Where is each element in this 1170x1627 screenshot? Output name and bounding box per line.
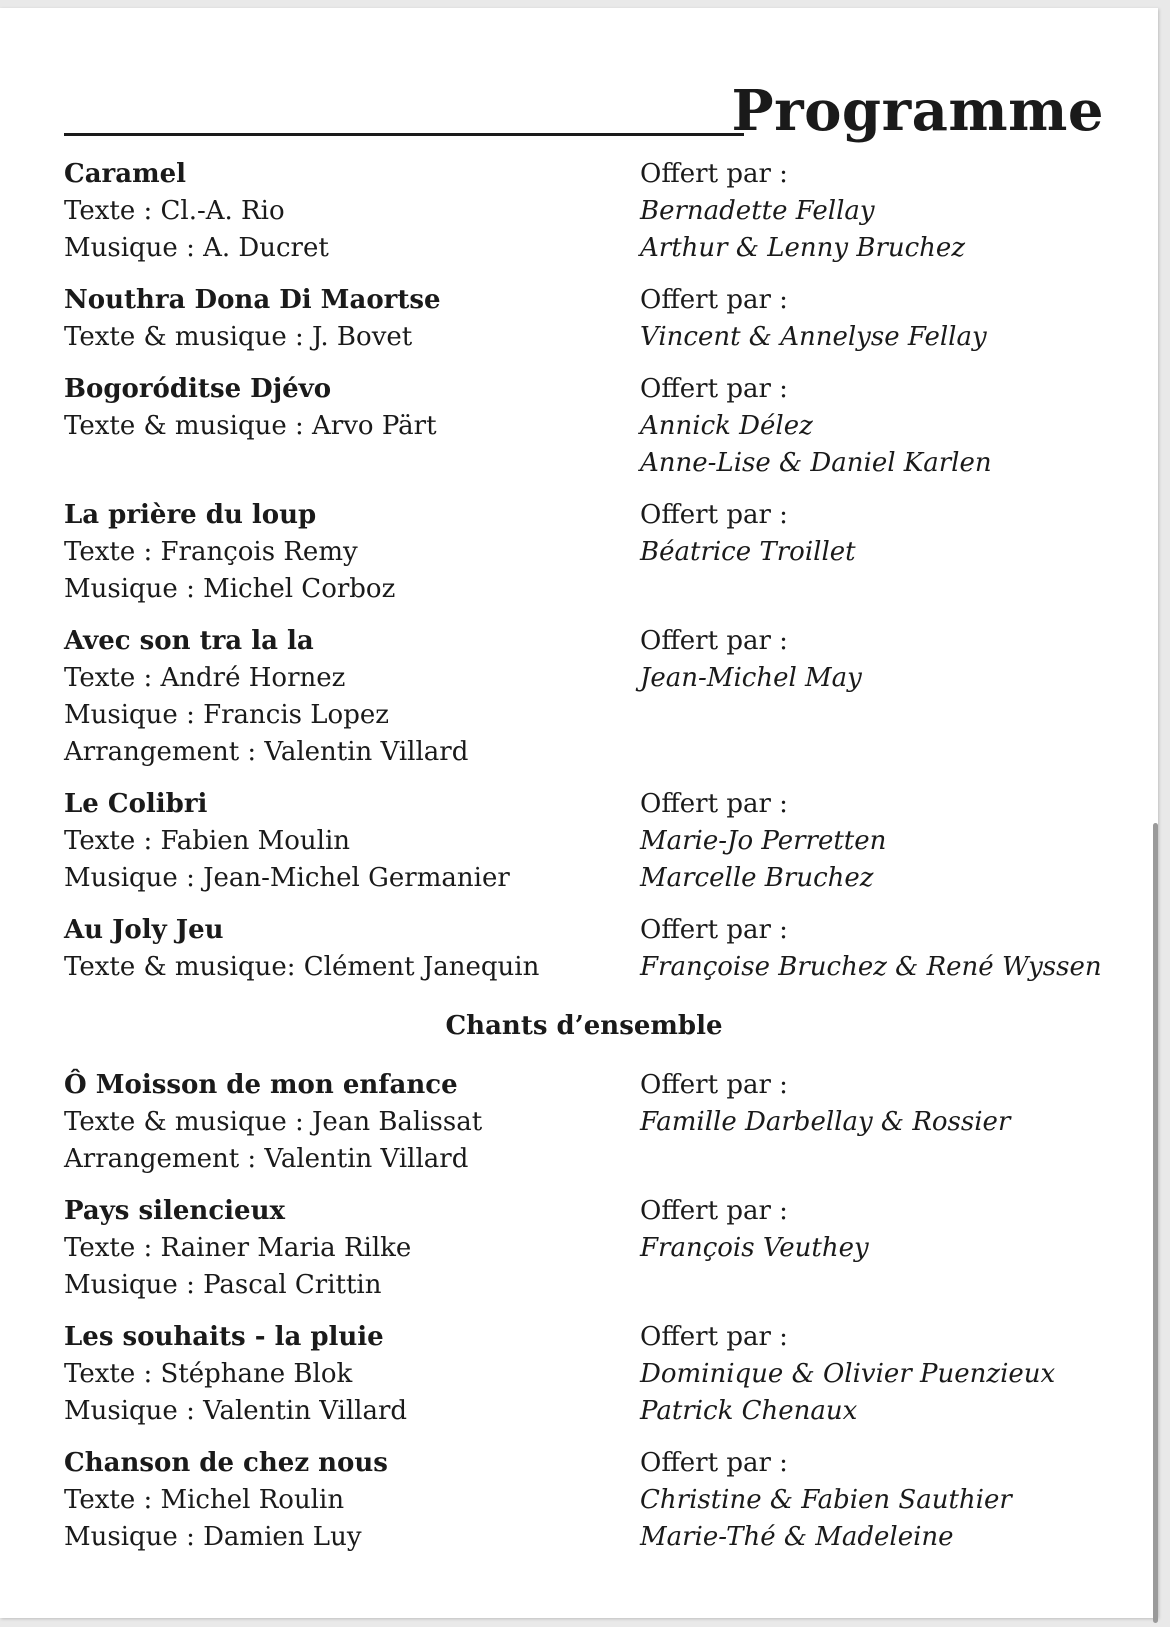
offered-by-label: Offert par : xyxy=(640,626,788,656)
program-entry xyxy=(64,497,1104,608)
header-rule xyxy=(64,133,744,136)
song-title: Bogoróditse Djévo xyxy=(64,374,332,404)
song-title: Pays silencieux xyxy=(64,1196,285,1226)
song-title: Chanson de chez nous xyxy=(64,1448,388,1478)
program-entry xyxy=(64,1445,1104,1556)
entry-details xyxy=(64,282,640,356)
song-credit: Texte & musique : Jean Balissat xyxy=(64,1107,483,1137)
entry-sponsors xyxy=(640,786,1104,897)
sponsor-name: Famille Darbellay & Rossier xyxy=(640,1107,1011,1137)
sponsor-name: Béatrice Troillet xyxy=(640,537,856,567)
section-heading-ensemble: Chants d’ensemble xyxy=(445,1011,723,1041)
song-credit: Arrangement : Valentin Villard xyxy=(64,1144,469,1174)
sponsor-name: Patrick Chenaux xyxy=(640,1396,858,1426)
offered-by-label: Offert par : xyxy=(640,915,788,945)
sponsor-name: Arthur & Lenny Bruchez xyxy=(640,233,966,263)
offered-by-label: Offert par : xyxy=(640,1448,788,1478)
entry-details xyxy=(64,497,640,608)
sponsor-name: Annick Délez xyxy=(640,411,813,441)
song-credit: Texte : Fabien Moulin xyxy=(64,826,351,856)
entry-details xyxy=(64,623,640,771)
sponsor-name: François Veuthey xyxy=(640,1233,869,1263)
program-entry xyxy=(64,1319,1104,1430)
entry-details xyxy=(64,1319,640,1430)
song-credit: Musique : Pascal Crittin xyxy=(64,1270,382,1300)
song-credit: Texte : Rainer Maria Rilke xyxy=(64,1233,412,1263)
sponsor-name: Bernadette Fellay xyxy=(640,196,875,226)
offered-by-label: Offert par : xyxy=(640,500,788,530)
sponsor-name: Jean-Michel May xyxy=(640,663,862,693)
entry-details xyxy=(64,786,640,897)
song-credit: Texte & musique : J. Bovet xyxy=(64,322,413,352)
song-credit: Musique : Michel Corboz xyxy=(64,574,396,604)
entry-sponsors xyxy=(640,282,1104,356)
song-credit: Arrangement : Valentin Villard xyxy=(64,737,469,767)
song-credit: Texte : François Remy xyxy=(64,537,358,567)
song-credit: Musique : Francis Lopez xyxy=(64,700,389,730)
sponsor-name: Christine & Fabien Sauthier xyxy=(640,1485,1012,1515)
sponsor-name: Marie-Thé & Madeleine xyxy=(640,1522,954,1552)
song-credit: Texte : André Hornez xyxy=(64,663,346,693)
entry-sponsors xyxy=(640,1067,1104,1178)
song-credit: Texte & musique : Arvo Pärt xyxy=(64,411,437,441)
program-entry xyxy=(64,1067,1104,1178)
song-title: Nouthra Dona Di Maortse xyxy=(64,285,441,315)
song-title: Avec son tra la la xyxy=(64,626,314,656)
sponsor-name: Dominique & Olivier Puenzieux xyxy=(640,1359,1056,1389)
song-title: La prière du loup xyxy=(64,500,317,530)
program-entry xyxy=(64,623,1104,771)
song-credit: Musique : Damien Luy xyxy=(64,1522,362,1552)
document-page xyxy=(0,8,1158,1618)
song-title: Au Joly Jeu xyxy=(64,915,224,945)
song-title: Le Colibri xyxy=(64,789,208,819)
song-credit: Musique : Valentin Villard xyxy=(64,1396,408,1426)
offered-by-label: Offert par : xyxy=(640,1322,788,1352)
entry-sponsors xyxy=(640,623,1104,771)
entry-details xyxy=(64,1193,640,1304)
entry-details xyxy=(64,912,640,986)
song-credit: Texte : Stéphane Blok xyxy=(64,1359,353,1389)
programme-header xyxy=(64,76,1104,146)
ensemble-list xyxy=(64,1067,1104,1556)
offered-by-label: Offert par : xyxy=(640,789,788,819)
sponsor-name: Marie-Jo Perretten xyxy=(640,826,887,856)
song-credit: Texte : Cl.-A. Rio xyxy=(64,196,285,226)
entry-details xyxy=(64,1067,640,1178)
entry-sponsors xyxy=(640,912,1104,986)
program-list xyxy=(64,156,1104,986)
entry-sponsors xyxy=(640,1445,1104,1556)
offered-by-label: Offert par : xyxy=(640,1070,788,1100)
entry-details xyxy=(64,371,640,482)
offered-by-label: Offert par : xyxy=(640,1196,788,1226)
program-entry xyxy=(64,371,1104,482)
program-entry xyxy=(64,1193,1104,1304)
song-title: Ô Moisson de mon enfance xyxy=(64,1070,458,1100)
offered-by-label: Offert par : xyxy=(640,159,788,189)
program-entry xyxy=(64,912,1104,986)
song-title: Les souhaits - la pluie xyxy=(64,1322,384,1352)
programme-content xyxy=(64,156,1104,1556)
sponsor-name: Vincent & Annelyse Fellay xyxy=(640,322,987,352)
scrollbar-thumb[interactable] xyxy=(1153,823,1158,1623)
entry-sponsors xyxy=(640,497,1104,608)
program-entry xyxy=(64,156,1104,267)
song-credit: Texte : Michel Roulin xyxy=(64,1485,345,1515)
song-credit: Musique : Jean-Michel Germanier xyxy=(64,863,510,893)
offered-by-label: Offert par : xyxy=(640,285,788,315)
entry-details xyxy=(64,1445,640,1556)
entry-sponsors xyxy=(640,156,1104,267)
song-title: Caramel xyxy=(64,159,187,189)
sponsor-name: Marcelle Bruchez xyxy=(640,863,874,893)
program-entry xyxy=(64,282,1104,356)
page-title: Programme xyxy=(731,78,1104,144)
entry-sponsors xyxy=(640,371,1104,482)
entry-sponsors xyxy=(640,1319,1104,1430)
sponsor-name: Françoise Bruchez & René Wyssen xyxy=(640,952,1102,982)
entry-sponsors xyxy=(640,1193,1104,1304)
offered-by-label: Offert par : xyxy=(640,374,788,404)
song-credit: Texte & musique: Clément Janequin xyxy=(64,952,540,982)
song-credit: Musique : A. Ducret xyxy=(64,233,329,263)
sponsor-name: Anne-Lise & Daniel Karlen xyxy=(640,448,992,478)
entry-details xyxy=(64,156,640,267)
program-entry xyxy=(64,786,1104,897)
